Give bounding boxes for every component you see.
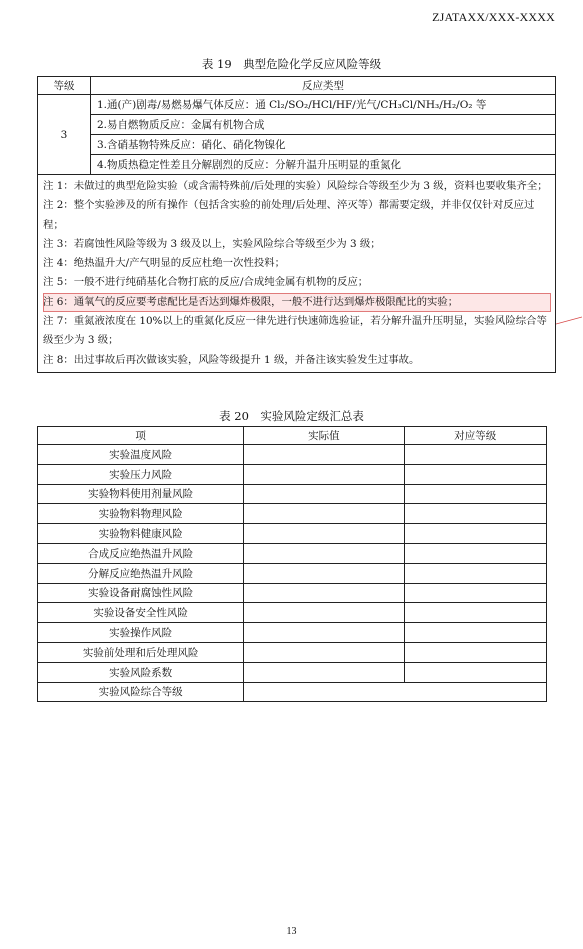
grade-cell[interactable] xyxy=(404,464,546,484)
table20-item: 合成反应绝热温升风险 xyxy=(38,543,244,563)
table20-row xyxy=(38,504,547,524)
table20-item: 实验温度风险 xyxy=(38,445,244,465)
overall-grade-cell[interactable] xyxy=(244,682,547,702)
table20-item: 实验物料使用剂量风险 xyxy=(38,484,244,504)
actual-value-cell[interactable] xyxy=(244,662,404,682)
table20-item: 分解反应绝热温升风险 xyxy=(38,563,244,583)
table20-row xyxy=(38,623,547,643)
note-4: 注 4：绝热温升大/产气明显的反应杜绝一次性投料； xyxy=(43,257,286,270)
table20-row xyxy=(38,642,547,662)
grade-cell[interactable] xyxy=(404,524,546,544)
actual-value-cell[interactable] xyxy=(244,524,404,544)
table20-item: 实验设备安全性风险 xyxy=(38,603,244,623)
table20-row xyxy=(38,543,547,563)
actual-value-cell[interactable] xyxy=(244,603,404,623)
table19-level-value: 3 xyxy=(38,95,91,175)
table20-item: 实验风险系数 xyxy=(38,662,244,682)
comment-connector-icon[interactable] xyxy=(556,316,582,326)
actual-value-cell[interactable] xyxy=(244,563,404,583)
table19-row xyxy=(38,155,556,175)
grade-cell[interactable] xyxy=(404,583,546,603)
table20-row xyxy=(38,662,547,682)
grade-cell[interactable] xyxy=(404,642,546,662)
table20-row xyxy=(38,563,547,583)
table20-header-grade: 对应等级 xyxy=(404,427,546,445)
table19-row xyxy=(38,115,556,135)
actual-value-cell[interactable] xyxy=(244,642,404,662)
note-2: 注 2：整个实验涉及的所有操作（包括含实验的前处理/后处理、淬灭等）都需要定级，并非仅仅针对反应过程； xyxy=(43,199,535,231)
grade-cell[interactable] xyxy=(404,603,546,623)
table20-row xyxy=(38,464,547,484)
table20-header-item: 项 xyxy=(38,427,244,445)
actual-value-cell[interactable] xyxy=(244,583,404,603)
table20-item: 实验前处理和后处理风险 xyxy=(38,642,244,662)
document-id: ZJATAXX/XXX-XXXX xyxy=(432,10,555,24)
table19-risk-levels xyxy=(37,76,556,373)
table20-title: 表 20 实验风险定级汇总表 xyxy=(219,409,364,423)
table20-item: 实验风险综合等级 xyxy=(38,682,244,702)
actual-value-cell[interactable] xyxy=(244,543,404,563)
table19-type-cell: 4.物质热稳定性差且分解剧烈的反应：分解升温升压明显的重氮化 xyxy=(91,155,556,175)
grade-cell[interactable] xyxy=(404,445,546,465)
table20-item: 实验操作风险 xyxy=(38,623,244,643)
table19-header-level: 等级 xyxy=(38,77,91,95)
table19-type-cell: 2.易自燃物质反应：金属有机物合成 xyxy=(91,115,556,135)
table20-item: 实验物料物理风险 xyxy=(38,504,244,524)
table19-type-cell: 1.通(产)剧毒/易燃易爆气体反应：通 Cl₂/SO₂/HCl/HF/光气/CH₃Cl/NH₃/H₂/O₂ 等 xyxy=(91,95,556,115)
table19-row xyxy=(38,95,556,115)
actual-value-cell[interactable] xyxy=(244,504,404,524)
actual-value-cell[interactable] xyxy=(244,623,404,643)
grade-cell[interactable] xyxy=(404,543,546,563)
table19-notes-row xyxy=(38,175,556,373)
actual-value-cell[interactable] xyxy=(244,464,404,484)
table20-header-row xyxy=(38,427,547,445)
note-8: 注 8：出过事故后再次做该实验，风险等级提升 1 级，并备注该实验发生过事故。 xyxy=(43,353,420,366)
table20-row xyxy=(38,603,547,623)
table19-title: 表 19 典型危险化学反应风险等级 xyxy=(201,57,382,71)
table20-item: 实验压力风险 xyxy=(38,464,244,484)
table20-row xyxy=(38,682,547,702)
note-6-highlighted[interactable]: 注 6：通氧气的反应要考虑配比是否达到爆炸极限，一般不进行达到爆炸极限配比的实验； xyxy=(43,293,551,312)
table19-header-row xyxy=(38,77,556,95)
table20-row xyxy=(38,484,547,504)
table19-notes xyxy=(38,175,556,373)
table20-row xyxy=(38,445,547,465)
actual-value-cell[interactable] xyxy=(244,484,404,504)
grade-cell[interactable] xyxy=(404,662,546,682)
page-number: 13 xyxy=(286,926,297,937)
actual-value-cell[interactable] xyxy=(244,445,404,465)
table20-row xyxy=(38,524,547,544)
grade-cell[interactable] xyxy=(404,623,546,643)
table19-type-cell: 3.含硝基物特殊反应：硝化、硝化物镍化 xyxy=(91,135,556,155)
table20-header-actual: 实际值 xyxy=(244,427,404,445)
grade-cell[interactable] xyxy=(404,504,546,524)
table20-item: 实验设备耐腐蚀性风险 xyxy=(38,583,244,603)
grade-cell[interactable] xyxy=(404,484,546,504)
note-3: 注 3：若腐蚀性风险等级为 3 级及以上，实验风险综合等级至少为 3 级； xyxy=(43,237,381,250)
table19-row xyxy=(38,135,556,155)
table20-item: 实验物料健康风险 xyxy=(38,524,244,544)
table20-row xyxy=(38,583,547,603)
table20-risk-summary xyxy=(37,426,547,702)
table19-header-type: 反应类型 xyxy=(91,77,556,95)
note-5: 注 5：一般不进行纯硝基化合物打底的反应/合成纯金属有机物的反应； xyxy=(43,276,369,289)
grade-cell[interactable] xyxy=(404,563,546,583)
note-7: 注 7：重氮液浓度在 10%以上的重氮化反应一律先进行快速筛选验证，若分解升温升压明显，实验风险综合等级至少为 3 级； xyxy=(43,315,547,347)
note-1: 注 1：未做过的典型危险实验（或含需特殊前/后处理的实验）风险综合等级至少为 3 级，资料也要收集齐全； xyxy=(43,180,548,192)
